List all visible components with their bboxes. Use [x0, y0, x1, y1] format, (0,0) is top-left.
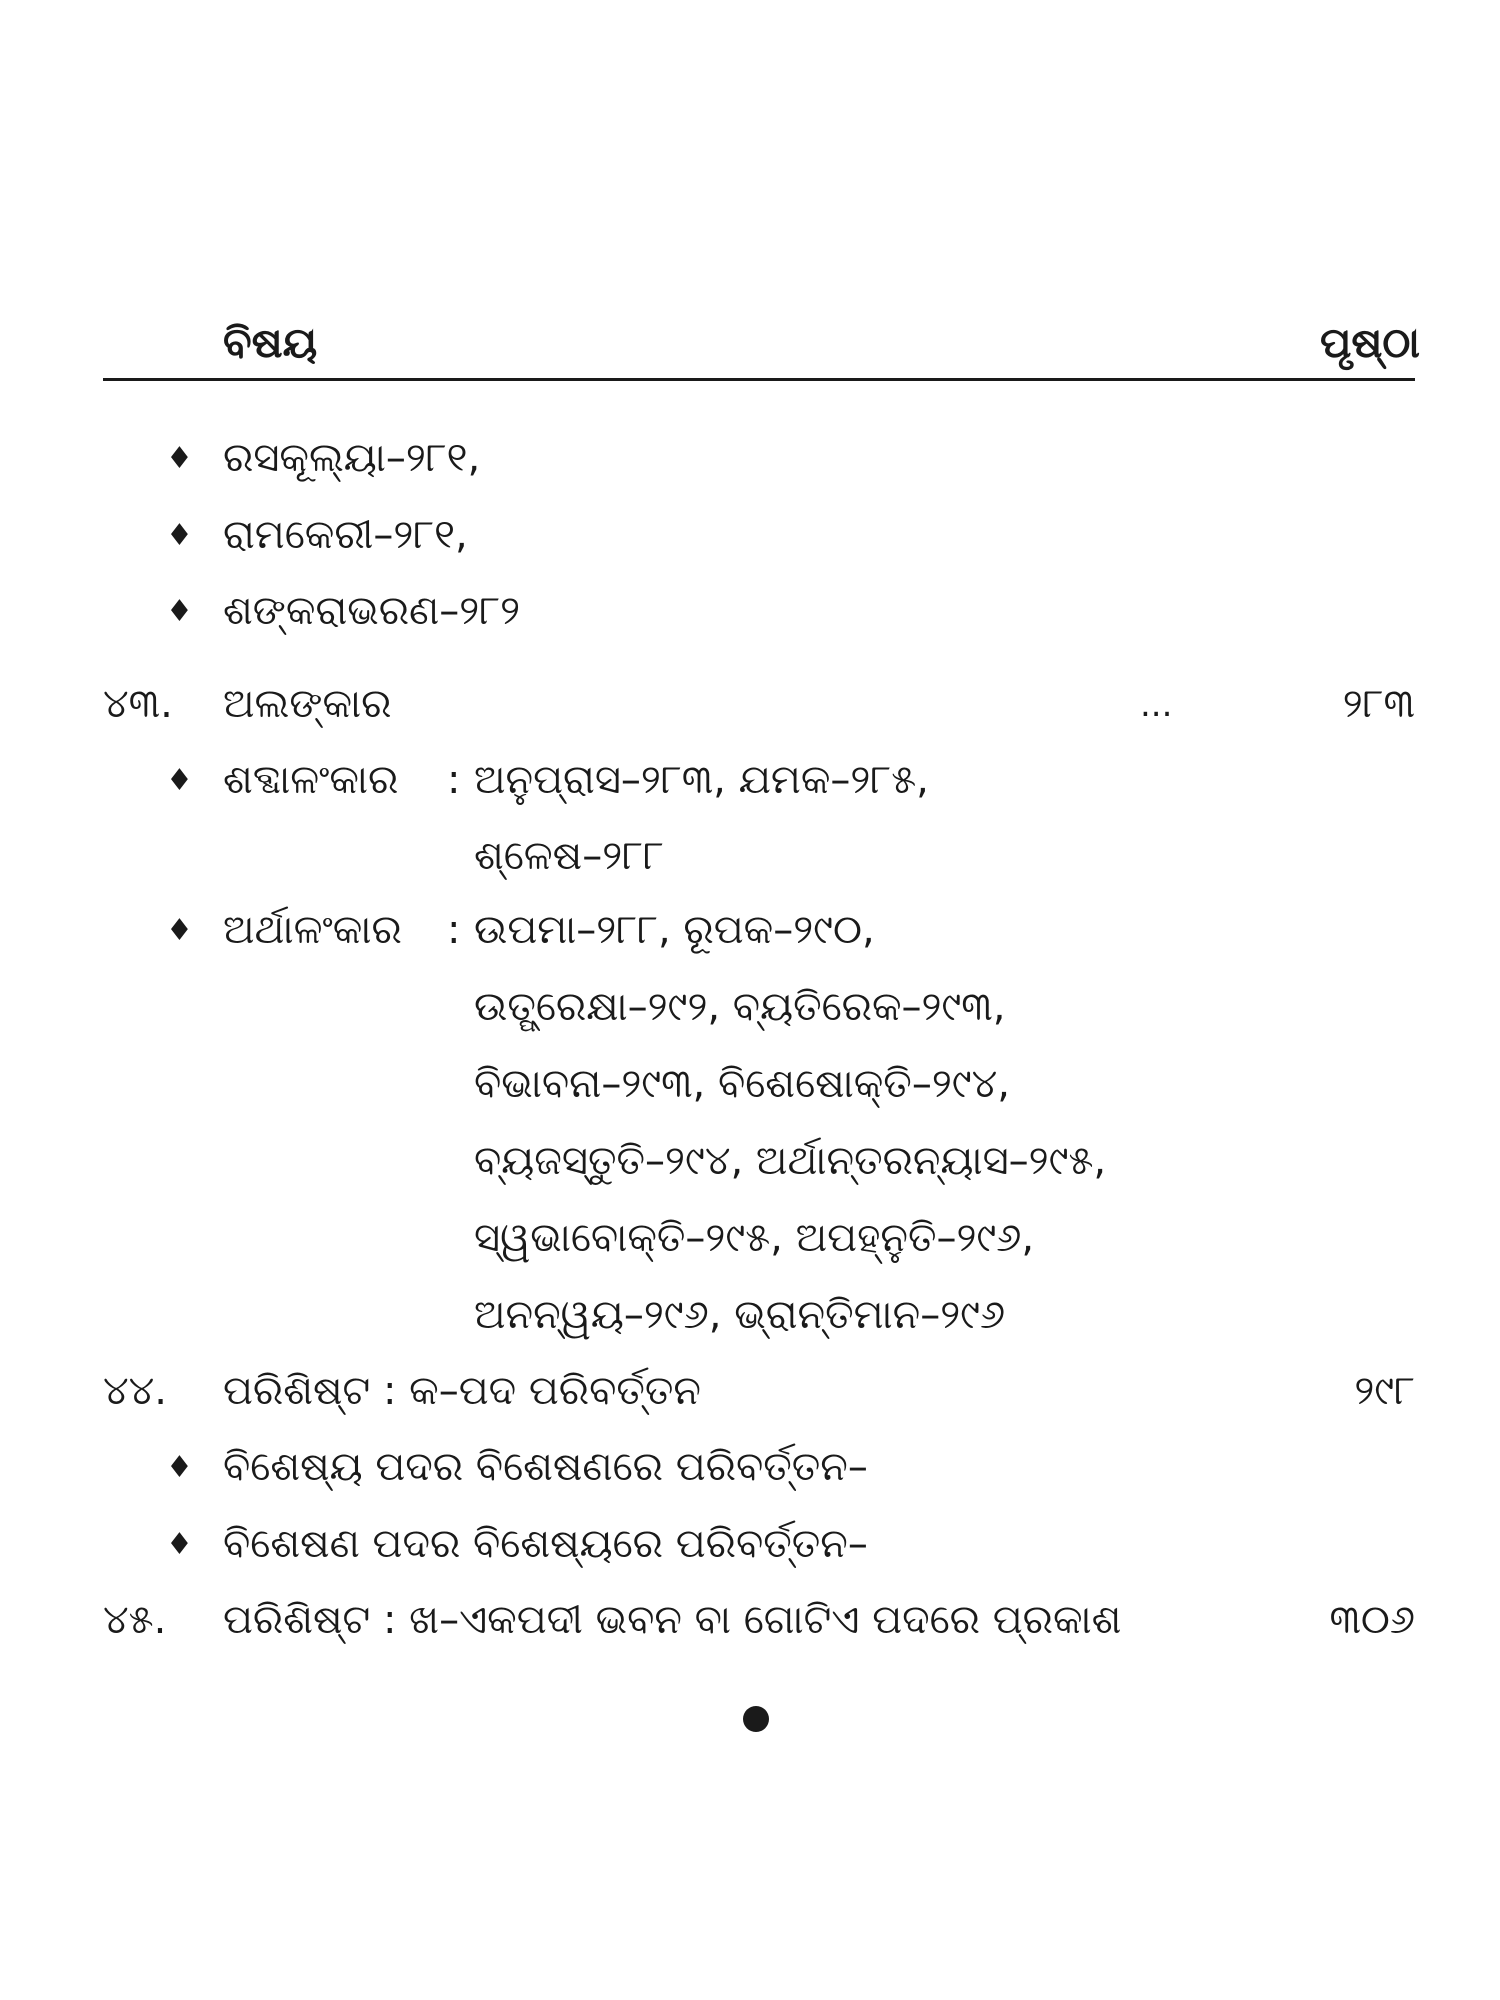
diamond-bullet-icon: ♦: [166, 1527, 193, 1562]
toc-entry-number: ୪୫.: [103, 1597, 167, 1643]
column-header-page: ପୃଷ୍ଠା: [1319, 318, 1420, 367]
toc-subitem-line: ଅନୁପ୍ରାସ–୨୮୩, ଯମକ–୨୮୫,: [474, 757, 929, 803]
toc-entry-page: ୨୯୮: [1354, 1368, 1415, 1414]
diamond-bullet-icon: ♦: [166, 1450, 193, 1485]
toc-subitem-line: ଅନନ୍ୱୟ–୨୯୬, ଭ୍ରାନ୍ତିମାନ–୨୯୬: [474, 1292, 1006, 1338]
toc-entry-number: ୪୪.: [103, 1368, 167, 1414]
toc-subitem-line: ସ୍ୱଭାବୋକ୍ତି–୨୯୫, ଅପହ୍ନୁତି–୨୯୬,: [474, 1215, 1035, 1261]
toc-entry-number: ୪୩.: [103, 681, 173, 727]
diamond-bullet-icon: ♦: [166, 441, 193, 476]
toc-subitem: ବିଶେଷଣ ପଦର ବିଶେଷ୍ୟରେ ପରିବର୍ତ୍ତନ–: [223, 1521, 868, 1567]
toc-entry-page: ୨୮୩: [1342, 681, 1415, 727]
diamond-bullet-icon: ♦: [166, 518, 193, 553]
end-mark-dot-icon: [743, 1706, 769, 1732]
toc-subitem-label: ଅର୍ଥାଳଂକାର: [223, 907, 402, 953]
toc-subitem-separator: :: [447, 907, 461, 953]
toc-subitem-line: ବିଭାବନା–୨୯୩, ବିଶେଷୋକ୍ତି–୨୯୪,: [474, 1061, 1010, 1107]
diamond-bullet-icon: ♦: [166, 594, 193, 629]
toc-entry-page: ୩୦୬: [1329, 1597, 1415, 1643]
toc-subitem-label: ଶବ୍ଦାଳଂକାର: [223, 757, 399, 803]
toc-subitem: ଶଙ୍କରାଭରଣ–୨୮୨: [223, 588, 520, 634]
toc-subitem: ବିଶେଷ୍ୟ ପଦର ବିଶେଷଣରେ ପରିବର୍ତ୍ତନ–: [223, 1444, 868, 1490]
toc-entry-title: ପରିଶିଷ୍ଟ : ଖ–ଏକପଦୀ ଭବନ ବା ଗୋଟିଏ ପଦରେ ପ୍ରକାଶ: [223, 1597, 1122, 1643]
toc-subitem-line: ବ୍ୟଜସ୍ତୁତି–୨୯୪, ଅର୍ଥାନ୍ତରନ୍ୟାସ–୨୯୫,: [474, 1138, 1107, 1184]
toc-subitem: ରାମକେରୀ–୨୮୧,: [223, 512, 468, 558]
toc-subitem: ରସକୂଲ୍ୟା–୨୮୧,: [223, 435, 481, 481]
toc-subitem-line: ଶ୍ଳେଷ–୨୮୮: [474, 833, 664, 879]
toc-entry-title: ଅଲଙ୍କାର: [223, 681, 392, 727]
column-header-subject: ବିଷୟ: [223, 318, 318, 367]
header-divider: [103, 378, 1415, 381]
diamond-bullet-icon: ♦: [166, 763, 193, 798]
toc-subitem-line: ଉତ୍ପ୍ରେକ୍ଷା–୨୯୨, ବ୍ୟତିରେକ–୨୯୩,: [474, 984, 1006, 1030]
toc-subitem-separator: :: [447, 757, 461, 803]
diamond-bullet-icon: ♦: [166, 913, 193, 948]
toc-entry-title: ପରିଶିଷ୍ଟ : କ–ପଦ ପରିବର୍ତ୍ତନ: [223, 1368, 701, 1414]
toc-subitem-line: ଉପମା–୨୮୮, ରୂପକ–୨୯୦,: [474, 907, 875, 953]
leader-dots: ...: [1140, 685, 1173, 725]
